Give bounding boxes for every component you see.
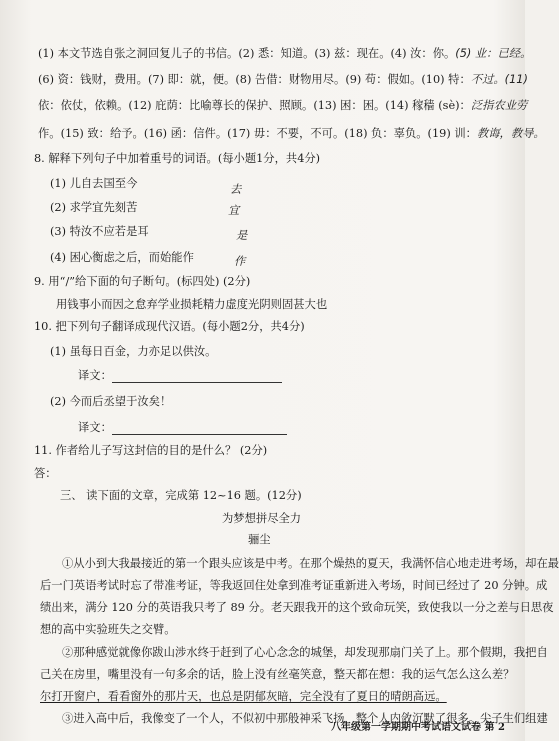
para-1-line-1: ①从小到大我最接近的第一个跟头应该是中考。在那个燥热的夏天，我满怀信心地走进考场，却在最 (62, 557, 559, 570)
q8-item-4: (4) 困心衡虑之后，而始能作 (50, 251, 194, 264)
para-1-line-4: 想的高中实验班失之交臂。 (40, 623, 176, 636)
q10-answer-blank-1[interactable] (112, 370, 282, 383)
section-3-heading: 三、 读下面的文章，完成第 12~16 题。(12分) (60, 489, 302, 502)
q10-translation-1: 译文： (78, 368, 282, 383)
question-8-title: 8. 解释下列句子中加着重号的词语。(每小题1分，共4分) (34, 152, 321, 165)
question-10-title: 10. 把下列句子翻译成现代汉语。(每小题2分，共4分) (34, 320, 305, 333)
annotation-line-1: (1) 本文节选自张之洞回复儿子的书信。(2) 悉：知道。(3) 兹：现在。(4) 汝：你。(5) 业：已经。 (38, 47, 532, 60)
annotation-line-2: (6) 资：钱财，费用。(7) 即：就，便。(8) 告借：财物用尽。(9) 苟：假如。(10) 特：不过。(11) (38, 73, 528, 86)
q10-item-2: (2) 今而后丞望于汝矣！ (50, 395, 172, 408)
q9-sentence: 用钱事小而因之怠弃学业损耗精力虚度光阴则固甚大也 (56, 298, 328, 311)
para-2-line-2: 己关在房里，嘴里没有一句多余的话，脸上没有丝毫笑意，整天都在想：我的运气怎么这么差？ (40, 668, 515, 681)
article-title: 为梦想拼尽全力 (222, 512, 302, 525)
para-1-line-3: 绩出来，满分 120 分的英语我只考了 89 分。老天跟我开的这个致命玩笑，致使我以一分之差与日思夜 (40, 601, 554, 614)
question-9-title: 9. 用“/”给下面的句子断句。(标四处) (2分) (34, 275, 251, 288)
q8-answer-1: 去 (230, 183, 242, 196)
annotation-line-4: 作。(15) 致：给予。(16) 函：信件。(17) 毋：不要，不可。(18) 负：辜负。(19) 训：教诲，教导。 (38, 127, 545, 140)
para-3-line-1: ③进入高中后，我像变了一个人，不似初中那般神采飞扬，整个人内敛沉默了很多。尖子生们组建 (62, 712, 548, 725)
annotation-line-3: 依：依仗，依赖。(12) 庇荫：比喻尊长的保护、照顾。(13) 困：困。(14) 稼穑 (sè)：泛指农业劳 (38, 99, 528, 112)
para-2-line-1: ②那种感觉就像你跋山涉水终于赶到了心心念念的城堡，却发现那扇门关了上。那个假期，我把自 (62, 646, 548, 659)
q8-item-1: (1) 儿自去国至今 (50, 177, 138, 190)
q8-item-2: (2) 求学宜先刻苦 (50, 201, 138, 214)
article-author: 骊尘 (248, 533, 271, 546)
q8-answer-2: 宜 (228, 204, 240, 217)
q10-answer-blank-2[interactable] (112, 422, 287, 435)
para-1-line-2: 后一门英语考试时忘了带准考证，等我返回住处拿到准考证重新进入考场，时间已经过了 20 分钟。成 (40, 579, 548, 592)
q8-item-3: (3) 特汝不应若是耳 (50, 225, 149, 238)
q10-translation-2: 译文： (78, 420, 287, 435)
q8-answer-3: 是 (236, 229, 248, 242)
q8-answer-4: 作 (234, 255, 246, 268)
question-11-title: 11. 作者给儿子写这封信的目的是什么？ (2分) (34, 444, 268, 457)
footer-label: 八年级第一学期期中考试语文试卷 第 2 (331, 722, 505, 733)
q11-answer-label: 答： (34, 467, 57, 480)
q10-item-1: (1) 虽每日百金，力亦足以供汝。 (50, 345, 217, 358)
para-2-line-3: 尔打开窗户，看看窗外的那片天，也总是阴郁灰暗，完全没有了夏日的晴朗高远。 (40, 690, 447, 703)
